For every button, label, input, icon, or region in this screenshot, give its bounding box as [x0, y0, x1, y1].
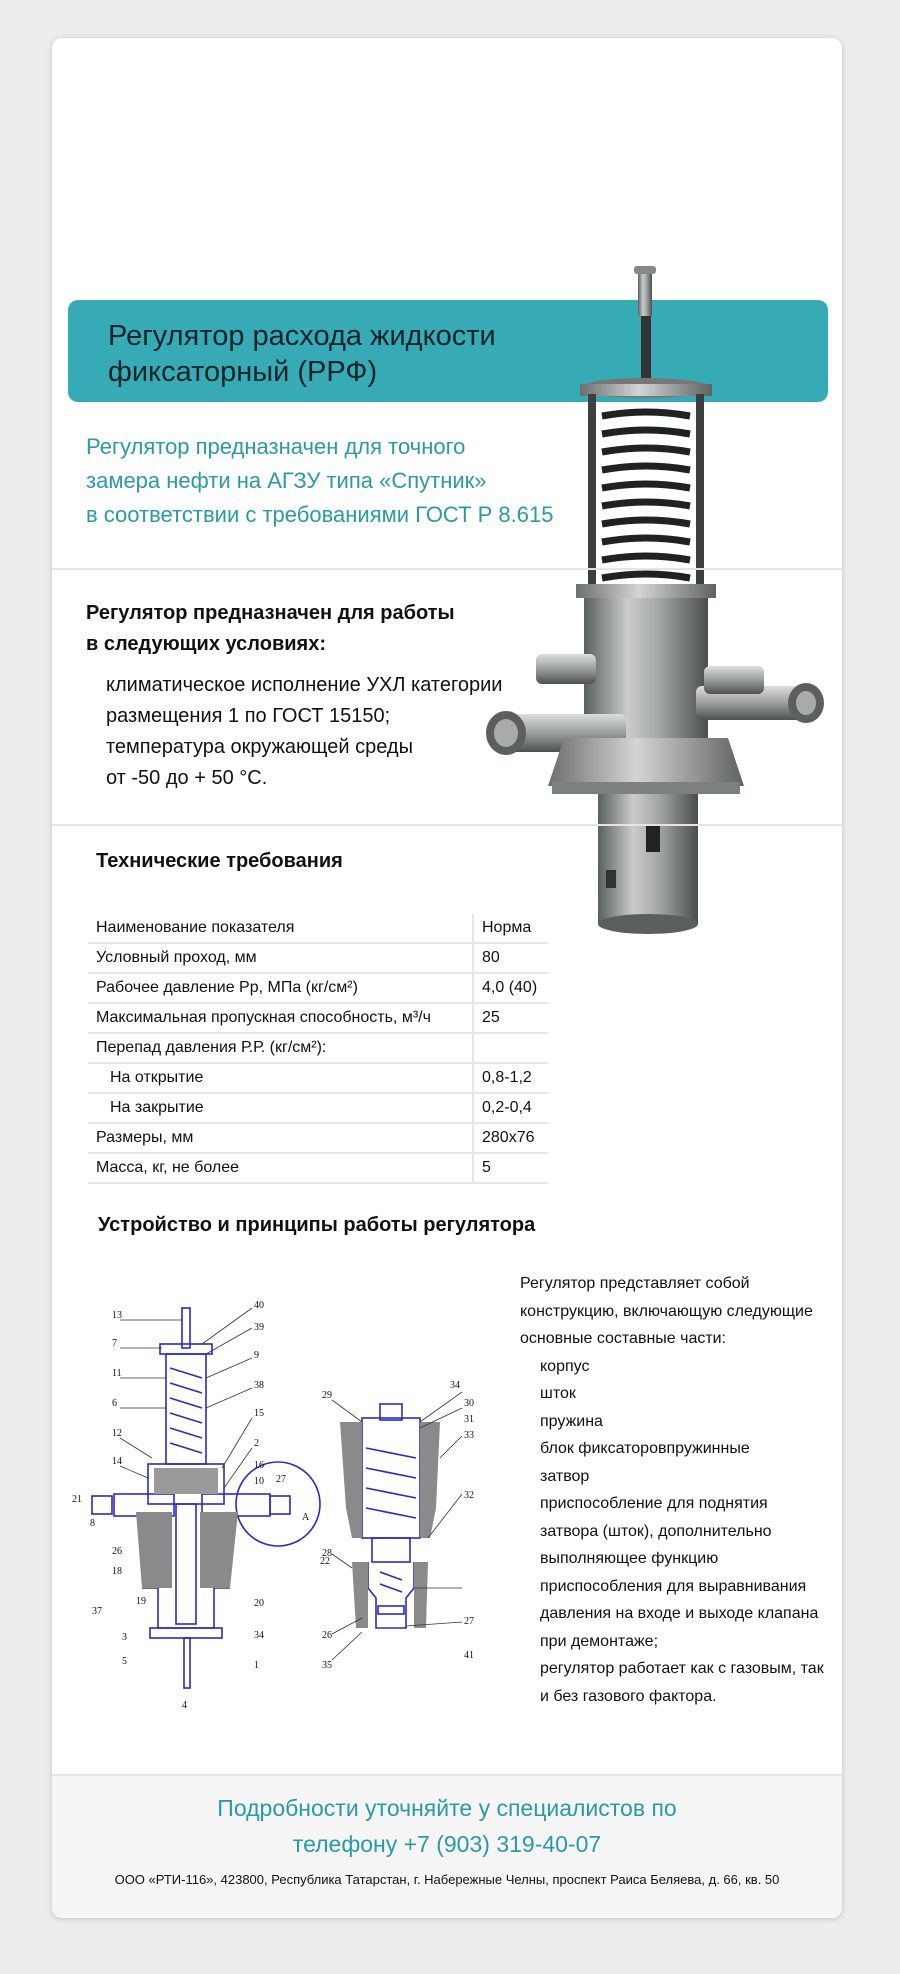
- table-cell-name: На закрытие: [88, 1093, 473, 1123]
- table-cell-name: Рабочее давление Рр, МПа (кг/см²): [88, 973, 473, 1003]
- svg-text:18: 18: [112, 1566, 122, 1577]
- part-item: выполняющее функцию: [540, 1550, 719, 1567]
- svg-text:26: 26: [112, 1546, 122, 1557]
- contact-info: [52, 1790, 842, 1862]
- table-cell-name: Наименование показателя: [88, 914, 473, 943]
- page-title: [108, 318, 528, 390]
- table-row: [88, 1093, 548, 1123]
- table-cell-name: Масса, кг, не более: [88, 1153, 473, 1183]
- svg-text:41: 41: [464, 1650, 474, 1661]
- table-row: [88, 973, 548, 1003]
- description-line: конструкцию, включающую следующие: [520, 1302, 813, 1320]
- svg-text:20: 20: [254, 1598, 264, 1609]
- part-item: регулятор работает как с газовым, так: [540, 1660, 824, 1677]
- conditions-item: климатическое исполнение УХЛ категории: [106, 674, 503, 696]
- part-item: приспособления для выравнивания: [540, 1577, 807, 1595]
- tech-title: Технические требования: [96, 850, 343, 872]
- part-item: пружина: [540, 1412, 603, 1430]
- conditions-title-line-1: Регулятор предназначен для работы: [86, 602, 455, 624]
- table-row: [88, 1063, 548, 1093]
- contact-line-1: Подробности уточняйте у специалистов по: [217, 1795, 677, 1821]
- product-card: [52, 38, 842, 1918]
- svg-text:12: 12: [112, 1428, 122, 1439]
- svg-text:28: 28: [322, 1548, 332, 1559]
- svg-text:7: 7: [112, 1338, 117, 1349]
- svg-text:4: 4: [182, 1700, 187, 1711]
- company-address: ООО «РТИ-116», 423800, Республика Татарстан, г. Набережные Челны, проспект Раиса Беляева, д. 66, кв. 50: [114, 1872, 780, 1887]
- svg-text:3: 3: [122, 1632, 127, 1643]
- table-cell-value: 0,8-1,2: [473, 1063, 548, 1093]
- svg-text:34: 34: [450, 1380, 460, 1391]
- regulator-photo: [476, 266, 836, 946]
- part-item: шток: [540, 1385, 576, 1402]
- table-cell-value: [473, 1033, 548, 1063]
- part-item: затвор: [540, 1467, 590, 1485]
- intro-line-2: замера нефти на АГЗУ типа «Спутник»: [86, 468, 487, 493]
- svg-text:29: 29: [322, 1390, 332, 1401]
- part-item: и без газового фактора.: [540, 1687, 717, 1705]
- conditions-title: [86, 598, 486, 660]
- intro-text: [86, 430, 606, 532]
- svg-text:33: 33: [464, 1430, 474, 1441]
- svg-text:1: 1: [254, 1660, 259, 1671]
- svg-text:32: 32: [464, 1490, 474, 1501]
- table-row: [88, 1123, 548, 1153]
- intro-line-1: Регулятор предназначен для точного: [86, 434, 466, 459]
- contact-phone[interactable]: телефону +7 (903) 319-40-07: [292, 1831, 602, 1857]
- technical-drawing: [62, 1288, 532, 1808]
- table-cell-value: 4,0 (40): [473, 973, 548, 1003]
- table-cell-name: Условный проход, мм: [88, 943, 473, 973]
- conditions-item: от -50 до + 50 °С.: [106, 767, 268, 789]
- svg-text:40: 40: [254, 1300, 264, 1311]
- part-item: при демонтаже;: [540, 1632, 659, 1650]
- title-line-2: фиксаторный (РРФ): [108, 356, 378, 388]
- svg-text:15: 15: [254, 1408, 264, 1419]
- table-cell-value: 0,2-0,4: [473, 1093, 548, 1123]
- svg-text:16: 16: [254, 1460, 264, 1471]
- svg-text:10: 10: [254, 1476, 264, 1487]
- svg-text:30: 30: [464, 1398, 474, 1409]
- table-row: [88, 1003, 548, 1033]
- table-row: [88, 1153, 548, 1183]
- svg-text:8: 8: [90, 1518, 95, 1529]
- svg-text:6: 6: [112, 1398, 117, 1409]
- conditions-item: температура окружающей среды: [106, 736, 413, 758]
- table-row: [88, 943, 548, 973]
- table-row: [88, 914, 548, 943]
- divider: [52, 824, 842, 826]
- svg-text:27: 27: [464, 1616, 474, 1627]
- svg-text:35: 35: [322, 1660, 332, 1671]
- svg-text:21: 21: [72, 1494, 82, 1505]
- table-row: [88, 1033, 548, 1063]
- table-cell-name: Размеры, мм: [88, 1123, 473, 1153]
- description-line: основные составные части:: [520, 1330, 727, 1347]
- svg-text:9: 9: [254, 1350, 259, 1361]
- svg-text:5: 5: [122, 1656, 127, 1667]
- table-cell-name: Перепад давления Р.Р. (кг/см²):: [88, 1033, 473, 1063]
- intro-line-3: в соответствии с требованиями ГОСТ Р 8.615: [86, 502, 554, 527]
- part-item: давления на входе и выходе клапана: [540, 1605, 819, 1622]
- device-description: [520, 1270, 840, 1710]
- part-item: блок фиксаторовпружинные: [540, 1440, 750, 1457]
- conditions-item: размещения 1 по ГОСТ 15150;: [106, 705, 391, 727]
- svg-text:22: 22: [320, 1556, 330, 1567]
- svg-text:13: 13: [112, 1310, 122, 1321]
- svg-text:11: 11: [112, 1368, 122, 1379]
- table-cell-name: На открытие: [88, 1063, 473, 1093]
- svg-text:31: 31: [464, 1414, 474, 1425]
- svg-text:2: 2: [254, 1438, 259, 1449]
- svg-text:26: 26: [322, 1630, 332, 1641]
- conditions-title-line-2: в следующих условиях:: [86, 633, 326, 655]
- title-line-1: Регулятор расхода жидкости: [108, 320, 496, 352]
- table-cell-value: Норма: [473, 914, 548, 943]
- part-item: корпус: [540, 1357, 590, 1375]
- part-item: затвора (шток), дополнительно: [540, 1522, 772, 1540]
- table-cell-value: 25: [473, 1003, 548, 1033]
- description-line: Регулятор представляет собой: [520, 1275, 750, 1292]
- conditions-list: [106, 670, 526, 794]
- svg-text:37: 37: [92, 1606, 102, 1617]
- svg-text:39: 39: [254, 1322, 264, 1333]
- device-title: Устройство и принципы работы регулятора: [98, 1214, 536, 1236]
- svg-text:34: 34: [254, 1630, 264, 1641]
- svg-text:19: 19: [136, 1596, 146, 1607]
- svg-text:38: 38: [254, 1380, 264, 1391]
- divider: [52, 568, 842, 570]
- table-cell-name: Максимальная пропускная способность, м³/ч: [88, 1003, 473, 1033]
- table-cell-value: 80: [473, 943, 548, 973]
- table-cell-value: 5: [473, 1153, 548, 1183]
- svg-text:14: 14: [112, 1456, 122, 1467]
- part-item: приспособление для поднятия: [540, 1495, 768, 1512]
- tech-table: [88, 914, 548, 1184]
- svg-text:A: A: [302, 1512, 310, 1523]
- table-cell-value: 280х76: [473, 1123, 548, 1153]
- svg-text:27: 27: [276, 1474, 286, 1485]
